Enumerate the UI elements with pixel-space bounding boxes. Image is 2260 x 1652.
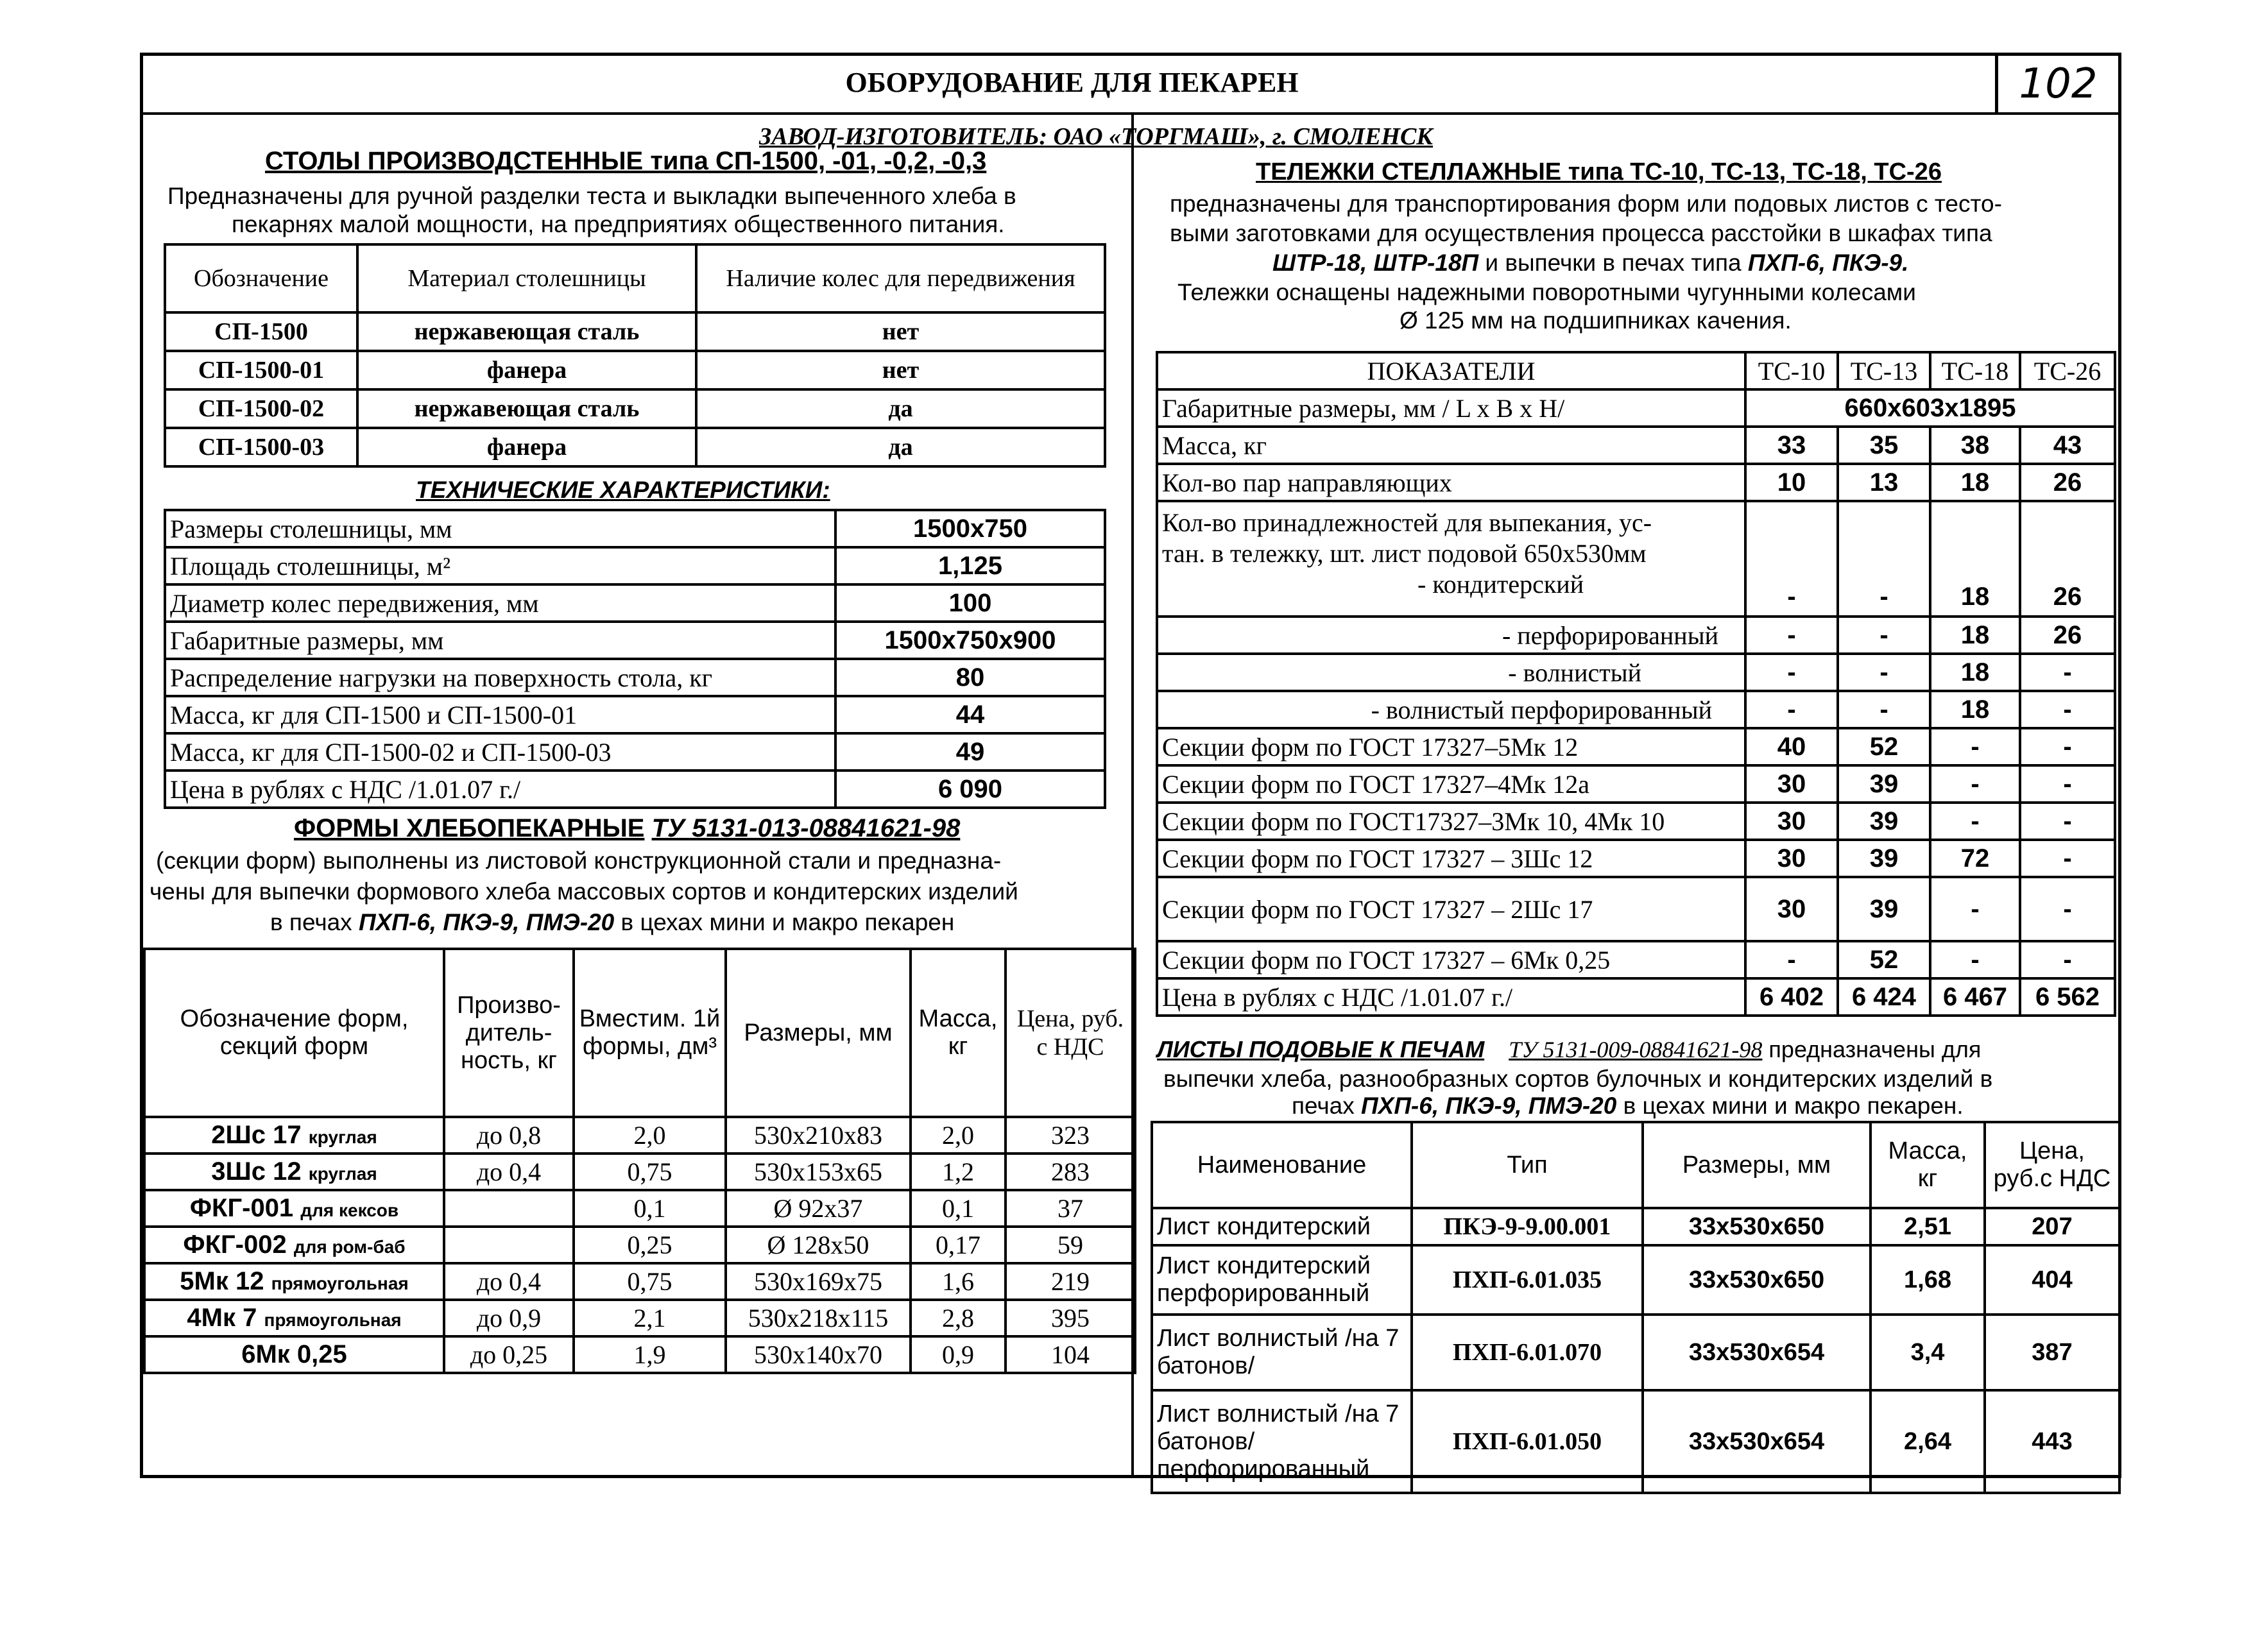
col-form-name: Обозначение форм, секций форм (144, 949, 444, 1117)
cell: - (2020, 803, 2115, 840)
cell: 1,2 (911, 1154, 1006, 1190)
spec-value: 1500х750х900 (835, 622, 1105, 659)
cell: 2,64 (1870, 1390, 1985, 1493)
carts-desc-3a: ШТР-18, ШТР-18П (1272, 250, 1479, 276)
spec-value: 6 090 (835, 771, 1105, 808)
cell: - (2020, 941, 2115, 978)
cell (144, 1300, 444, 1336)
cell: 59 (1006, 1227, 1135, 1263)
forms-heading-tu: ТУ 5131-013-08841621-98 (651, 814, 961, 842)
tables-heading: СТОЛЫ ПРОИЗВОДСТЕННЫЕ типа СП-1500, -01, -0,2, -0,3 (265, 147, 987, 175)
col-price: Цена, руб. с НДС (1006, 949, 1135, 1117)
tech-heading: ТЕХНИЧЕСКИЕ ХАРАКТЕРИСТИКИ: (416, 477, 830, 503)
row-label: Секции форм по ГОСТ 17327–4Мк 12а (1157, 765, 1745, 803)
cell: 1,9 (574, 1336, 726, 1373)
table-header-row (144, 949, 1135, 1117)
cell: СП-1500-02 (165, 389, 357, 428)
cell: - (1838, 654, 1930, 691)
cell: 283 (1006, 1154, 1135, 1190)
cell: 323 (1006, 1117, 1135, 1154)
cell: 0,25 (574, 1227, 726, 1263)
tables-models-table (164, 243, 1106, 468)
page-frame (140, 53, 2121, 1483)
cell: - (1838, 691, 1930, 728)
col-ts26: ТС-26 (2020, 352, 2115, 389)
cell (144, 1190, 444, 1227)
table-row (1152, 1208, 2119, 1245)
accessories-label-1: Кол-во принадлежностей для выпекания, ус- (1162, 508, 1652, 537)
cell: 38 (1930, 427, 2020, 464)
cell: да (696, 389, 1105, 428)
cell: 0,1 (574, 1190, 726, 1227)
cell: да (696, 428, 1105, 466)
cell: - (1838, 501, 1930, 617)
cell: 530х169х75 (726, 1263, 911, 1300)
spec-value: 1500х750 (835, 510, 1105, 547)
cell: 33х530х650 (1643, 1245, 1870, 1315)
table-row (1157, 978, 2115, 1016)
table-row (144, 1227, 1135, 1263)
cell: 26 (2020, 617, 2115, 654)
cell: 52 (1838, 728, 1930, 765)
table-row (1157, 389, 2115, 427)
spec-label: Площадь столешницы, м² (165, 547, 835, 584)
table-row (165, 312, 1105, 351)
cell: 0,9 (911, 1336, 1006, 1373)
cell: 10 (1745, 464, 1838, 501)
carts-desc-4: Тележки оснащены надежными поворотными чугунными колесами (1177, 279, 1916, 305)
form-note: для кексов (300, 1200, 399, 1220)
cell: - (2020, 840, 2115, 877)
row-label: - волнистый (1157, 654, 1745, 691)
carts-desc-5: Ø 125 мм на подшипниках качения. (1400, 307, 1792, 334)
cell: 6 424 (1838, 978, 1930, 1016)
cell: 2,51 (1870, 1208, 1985, 1245)
row-label: Секции форм по ГОСТ 17327 – 2Шс 17 (1157, 877, 1745, 941)
col-indicators: ПОКАЗАТЕЛИ (1157, 352, 1745, 389)
col-mass: Масса, кг (911, 949, 1006, 1117)
cell: фанера (357, 351, 696, 389)
spec-label: Цена в рублях с НДС /1.01.07 г./ (165, 771, 835, 808)
cell: 18 (1930, 691, 2020, 728)
carts-desc-3c: ПХП-6, ПКЭ-9. (1747, 250, 1909, 276)
cell: 2,0 (574, 1117, 726, 1154)
cell: 39 (1838, 803, 1930, 840)
col-material: Материал столешницы (357, 244, 696, 312)
table-row (144, 1190, 1135, 1227)
spec-value: 49 (835, 733, 1105, 771)
table-row (165, 547, 1105, 584)
table-row (165, 351, 1105, 389)
table-row (1152, 1390, 2119, 1493)
col-designation: Обозначение (165, 244, 357, 312)
form-name: ФКГ-001 (189, 1194, 294, 1222)
cell: Лист кондитерский перфорированный (1152, 1245, 1412, 1315)
cell: ПХП-6.01.050 (1412, 1390, 1643, 1493)
cell: 33х530х650 (1643, 1208, 1870, 1245)
cell: - (1930, 728, 2020, 765)
table-row (144, 1117, 1135, 1154)
cell: 404 (1985, 1245, 2119, 1315)
forms-desc-1: (секции форм) выполнены из листовой конструкционной стали и предназна- (156, 847, 1002, 874)
cell: 33х530х654 (1643, 1390, 1870, 1493)
cell (144, 1117, 444, 1154)
cell: 35 (1838, 427, 1930, 464)
forms-desc-3b: ПХП-6, ПКЭ-9, ПМЭ-20 (358, 909, 615, 935)
cell: - (1930, 765, 2020, 803)
cell: 443 (1985, 1390, 2119, 1493)
spec-label: Диаметр колес передвижения, мм (165, 584, 835, 622)
tables-desc-2: пекарнях малой мощности, на предприятиях общественного питания. (232, 211, 1005, 237)
table-row (1152, 1315, 2119, 1390)
col-sheet-size: Размеры, мм (1643, 1122, 1870, 1208)
cell (444, 1190, 574, 1227)
cell: - (1745, 654, 1838, 691)
carts-desc-2: выми заготовками для осуществления процесса расстойки в шкафах типа (1170, 220, 1992, 246)
table-row (1157, 728, 2115, 765)
cell: 26 (2020, 501, 2115, 617)
cell: 3,4 (1870, 1315, 1985, 1390)
cell: нет (696, 351, 1105, 389)
cell: 18 (1930, 464, 2020, 501)
dims-label: Габаритные размеры, мм / L x B x H/ (1157, 389, 1745, 427)
cell (144, 1263, 444, 1300)
cell: 0,17 (911, 1227, 1006, 1263)
cell: до 0,8 (444, 1117, 574, 1154)
cell: - (1930, 941, 2020, 978)
forms-heading-line (294, 814, 960, 843)
forms-heading: ФОРМЫ ХЛЕБОПЕКАРНЫЕ (294, 814, 645, 842)
col-sheet-type: Тип (1412, 1122, 1643, 1208)
row-label: Секции форм по ГОСТ 17327–5Мк 12 (1157, 728, 1745, 765)
col-size: Размеры, мм (726, 949, 911, 1117)
cell: нержавеющая сталь (357, 312, 696, 351)
sheets-heading-line (1157, 1036, 1981, 1063)
cell: СП-1500-01 (165, 351, 357, 389)
table-row (165, 584, 1105, 622)
col-sheet-price: Цена, руб.с НДС (1985, 1122, 2119, 1208)
cell: - (2020, 691, 2115, 728)
tables-specs-table (164, 509, 1106, 809)
spec-label: Размеры столешницы, мм (165, 510, 835, 547)
table-header-row (1152, 1122, 2119, 1208)
table-row (1157, 765, 2115, 803)
table-header-row (165, 244, 1105, 312)
table-row (165, 659, 1105, 696)
cell: 26 (2020, 464, 2115, 501)
row-label: Секции форм по ГОСТ 17327 – 3Шс 12 (1157, 840, 1745, 877)
table-row (165, 622, 1105, 659)
accessories-cell (1157, 501, 1745, 617)
cell: - (1745, 941, 1838, 978)
table-row (1157, 464, 2115, 501)
manufacturer-line: ЗАВОД-ИЗГОТОВИТЕЛЬ: ОАО «ТОРГМАШ», г. СМОЛЕНСК (759, 123, 1434, 150)
row-label: Цена в рублях с НДС /1.01.07 г./ (1157, 978, 1745, 1016)
cell: 2,1 (574, 1300, 726, 1336)
cell: 104 (1006, 1336, 1135, 1373)
cell: - (1838, 617, 1930, 654)
cell: Лист кондитерский (1152, 1208, 1412, 1245)
cell: СП-1500 (165, 312, 357, 351)
cell: Лист волнистый /на 7 батонов/ (1152, 1315, 1412, 1390)
spec-value: 44 (835, 696, 1105, 733)
cell: 72 (1930, 840, 2020, 877)
cell: 530х153х65 (726, 1154, 911, 1190)
cell: 6 562 (2020, 978, 2115, 1016)
cell: 530х218х115 (726, 1300, 911, 1336)
cell: до 0,25 (444, 1336, 574, 1373)
spec-value: 100 (835, 584, 1105, 622)
cell: ПКЭ-9-9.00.001 (1412, 1208, 1643, 1245)
cell: - (2020, 654, 2115, 691)
cell: 18 (1930, 617, 2020, 654)
table-row (144, 1263, 1135, 1300)
tables-desc-1: Предназначены для ручной разделки теста и выкладки выпеченного хлеба в (167, 183, 1016, 209)
form-note: для ром-баб (293, 1237, 406, 1257)
spec-label: Распределение нагрузки на поверхность стола, кг (165, 659, 835, 696)
table-row (165, 771, 1105, 808)
cell: 30 (1745, 840, 1838, 877)
cell: - (1930, 803, 2020, 840)
accessories-label-2: тан. в тележку, шт. лист подовой 650х530мм (1162, 539, 1647, 568)
col-ts10: ТС-10 (1745, 352, 1838, 389)
forms-desc-3c: в цехах мини и макро пекарен (614, 909, 955, 935)
cell: 395 (1006, 1300, 1135, 1336)
cell: 2,0 (911, 1117, 1006, 1154)
page-title: ОБОРУДОВАНИЕ ДЛЯ ПЕКАРЕН (845, 67, 1299, 98)
cell: Ø 128х50 (726, 1227, 911, 1263)
cell: - (1745, 617, 1838, 654)
table-row (1157, 877, 2115, 941)
cell: ПХП-6.01.070 (1412, 1315, 1643, 1390)
page-header (143, 56, 2118, 115)
page-number: 102 (1995, 56, 2118, 112)
row-label: Секции форм по ГОСТ17327–3Мк 10, 4Мк 10 (1157, 803, 1745, 840)
cell: 30 (1745, 765, 1838, 803)
table-row (144, 1300, 1135, 1336)
cell: - (1930, 877, 2020, 941)
sheets-heading: ЛИСТЫ ПОДОВЫЕ К ПЕЧАМ (1157, 1036, 1485, 1062)
table-row (1157, 617, 2115, 654)
cell: - (2020, 765, 2115, 803)
cell: 30 (1745, 803, 1838, 840)
cell: ПХП-6.01.035 (1412, 1245, 1643, 1315)
cell: до 0,9 (444, 1300, 574, 1336)
cell: 33 (1745, 427, 1838, 464)
cell: 43 (2020, 427, 2115, 464)
cell: 1,6 (911, 1263, 1006, 1300)
form-name: 5Мк 12 (180, 1267, 264, 1295)
cell: 0,75 (574, 1154, 726, 1190)
form-note: круглая (308, 1127, 377, 1147)
col-ts13: ТС-13 (1838, 352, 1930, 389)
spec-label: Масса, кг для СП-1500-02 и СП-1500-03 (165, 733, 835, 771)
cell: 0,75 (574, 1263, 726, 1300)
cell: СП-1500-03 (165, 428, 357, 466)
sheets-desc-3b: ПХП-6, ПКЭ-9, ПМЭ-20 (1361, 1093, 1617, 1119)
row-label: - перфорированный (1157, 617, 1745, 654)
table-row (1152, 1245, 2119, 1315)
carts-heading: ТЕЛЕЖКИ СТЕЛЛАЖНЫЕ типа ТС-10, ТС-13, ТС-18, ТС-26 (1256, 158, 1942, 185)
cell: 30 (1745, 877, 1838, 941)
spec-label: Габаритные размеры, мм (165, 622, 835, 659)
spec-value: 1,125 (835, 547, 1105, 584)
cell: - (1745, 501, 1838, 617)
form-name: 6Мк 0,25 (241, 1340, 347, 1368)
cell: 219 (1006, 1263, 1135, 1300)
cell: 530х210х83 (726, 1117, 911, 1154)
cell: 2,8 (911, 1300, 1006, 1336)
cell: 530х140х70 (726, 1336, 911, 1373)
sheets-heading-tu: ТУ 5131-009-08841621-98 (1509, 1037, 1763, 1062)
forms-desc-3a: в печах (270, 909, 359, 935)
cell: - (1745, 691, 1838, 728)
table-row (165, 428, 1105, 466)
cell: Лист волнистый /на 7 батонов/ перфорированный (1152, 1390, 1412, 1493)
cell (144, 1336, 444, 1373)
table-row (165, 696, 1105, 733)
table-row (1157, 427, 2115, 464)
form-name: ФКГ-002 (183, 1230, 287, 1259)
cell: до 0,4 (444, 1263, 574, 1300)
col-volume: Вместим. 1й формы, дм³ (574, 949, 726, 1117)
form-name: 2Шс 17 (211, 1121, 302, 1149)
cell: 18 (1930, 501, 2020, 617)
dims-value: 660х603х1895 (1745, 389, 2115, 427)
carts-desc-3 (1272, 248, 1908, 278)
cell: 13 (1838, 464, 1930, 501)
cell: 387 (1985, 1315, 2119, 1390)
row-label: Секции форм по ГОСТ 17327 – 6Мк 0,25 (1157, 941, 1745, 978)
table-header-row (1157, 352, 2115, 389)
form-note: круглая (308, 1164, 377, 1184)
col-productivity: Произво-дитель-ность, кг (444, 949, 574, 1117)
row-label: Масса, кг (1157, 427, 1745, 464)
carts-desc-1: предназначены для транспортирования форм или подовых листов с тесто- (1170, 191, 2002, 217)
table-row (1157, 941, 2115, 978)
cell: 207 (1985, 1208, 2119, 1245)
carts-table (1156, 351, 2116, 1017)
cell: 39 (1838, 840, 1930, 877)
cell: 39 (1838, 765, 1930, 803)
table-row (144, 1154, 1135, 1190)
cell: 37 (1006, 1190, 1135, 1227)
cell: 1,68 (1870, 1245, 1985, 1315)
sheets-table (1151, 1121, 2121, 1494)
sheets-desc-3a: печах (1292, 1093, 1362, 1119)
cell: 6 402 (1745, 978, 1838, 1016)
cell: 33х530х654 (1643, 1315, 1870, 1390)
table-row (144, 1336, 1135, 1373)
row-label: Кол-во пар направляющих (1157, 464, 1745, 501)
spec-label: Масса, кг для СП-1500 и СП-1500-01 (165, 696, 835, 733)
cell (444, 1227, 574, 1263)
forms-desc-2: чены для выпечки формового хлеба массовых сортов и кондитерских изделий (150, 878, 1018, 905)
cell: 6 467 (1930, 978, 2020, 1016)
table-row (1157, 691, 2115, 728)
table-row (165, 389, 1105, 428)
cell: 0,1 (911, 1190, 1006, 1227)
form-note: прямоугольная (264, 1310, 402, 1330)
cell: 40 (1745, 728, 1838, 765)
cell: нет (696, 312, 1105, 351)
table-row (165, 510, 1105, 547)
cell: 39 (1838, 877, 1930, 941)
cell: - (2020, 877, 2115, 941)
cell: - (2020, 728, 2115, 765)
row-label: - волнистый перфорированный (1157, 691, 1745, 728)
sheets-desc-3 (1292, 1091, 1964, 1121)
table-row (1157, 654, 2115, 691)
cell: 52 (1838, 941, 1930, 978)
table-row (1157, 803, 2115, 840)
sheets-desc-1: предназначены для (1762, 1036, 1982, 1062)
table-row (1157, 501, 2115, 617)
forms-desc-3 (270, 908, 954, 937)
accessories-label-3: - кондитерский (1417, 570, 1584, 599)
col-wheels: Наличие колес для передвижения (696, 244, 1105, 312)
cell: нержавеющая сталь (357, 389, 696, 428)
spec-value: 80 (835, 659, 1105, 696)
col-sheet-mass: Масса, кг (1870, 1122, 1985, 1208)
cell: до 0,4 (444, 1154, 574, 1190)
table-row (165, 733, 1105, 771)
carts-desc-3b: и выпечки в печах типа (1478, 250, 1748, 276)
forms-table (143, 948, 1136, 1374)
cell: фанера (357, 428, 696, 466)
cell (144, 1227, 444, 1263)
cell: Ø 92х37 (726, 1190, 911, 1227)
col-sheet-name: Наименование (1152, 1122, 1412, 1208)
sheets-desc-3c: в цехах мини и макро пекарен. (1616, 1093, 1964, 1119)
form-note: прямоугольная (271, 1273, 409, 1293)
cell: 18 (1930, 654, 2020, 691)
sheets-desc-2: выпечки хлеба, разнообразных сортов булочных и кондитерских изделий в (1163, 1066, 1993, 1092)
cell (144, 1154, 444, 1190)
form-name: 3Шс 12 (211, 1157, 302, 1186)
col-ts18: ТС-18 (1930, 352, 2020, 389)
table-row (1157, 840, 2115, 877)
form-name: 4Мк 7 (187, 1304, 257, 1332)
